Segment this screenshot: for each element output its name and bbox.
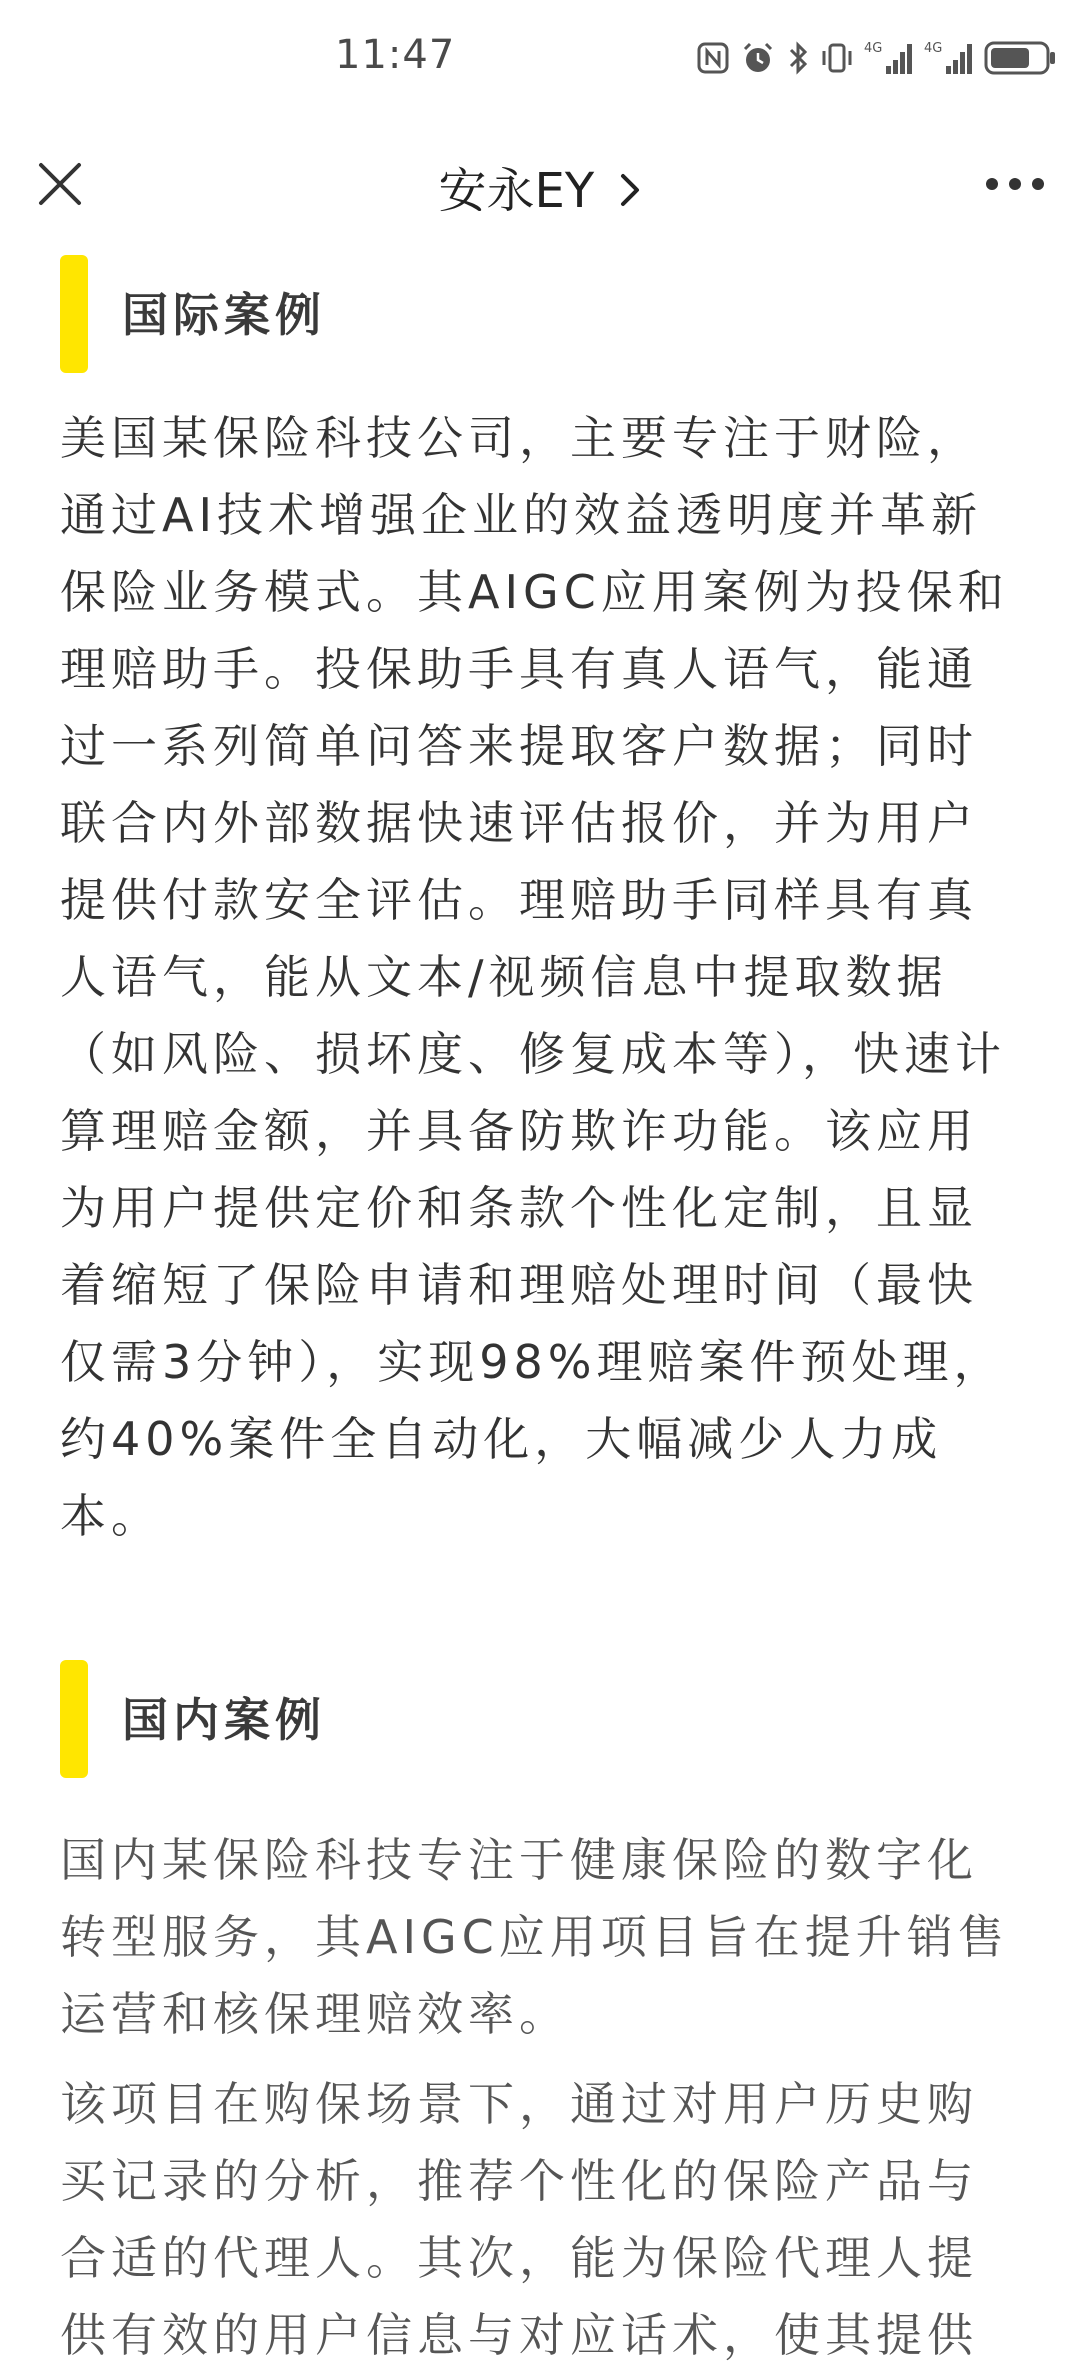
account-title: 安永EY — [438, 163, 595, 219]
more-icon — [985, 177, 1045, 191]
vibrate-icon — [820, 40, 854, 76]
status-bar — [0, 0, 1080, 120]
nfc-icon — [696, 41, 730, 75]
svg-text:4G: 4G — [924, 41, 943, 56]
signal-icon — [924, 38, 974, 78]
bluetooth-icon — [786, 40, 810, 76]
chevron-right-icon — [619, 166, 641, 222]
title-bar — [0, 130, 1080, 240]
signal-icon — [864, 38, 914, 78]
svg-text:4G: 4G — [864, 41, 883, 56]
section-header — [60, 255, 960, 373]
account-title-link[interactable] — [0, 152, 1080, 222]
section-title: 国内案例 — [122, 1693, 326, 1747]
article-paragraph: 美国某保险科技公司，主要专注于财险，通过AI技术增强企业的效益透明度并革新保险业务模式。其AIGC应用案例为投保和理赔助手。投保助手具有真人语气，能通过一系列简单问答来提取客户数据；同时联合内外部数据快速评估报价，并为用户提供付款安全评估。理赔助手同样具有真人语气，能从文本/视频信息中提取数据（如风险、损坏度、修复成本等），快速计算理赔金额，并具备防欺诈功能。该应用为用户提供定价和条款个性化定制，且显着缩短了保险申请和理赔处理时间（最快仅需3分钟），实现98%理赔案件预处理，约40%案件全自动化，大幅减少人力成本。 — [60, 411, 1009, 1543]
section-accent-bar — [60, 1660, 88, 1778]
section-header — [60, 1660, 960, 1778]
section-accent-bar — [60, 255, 88, 373]
article-paragraph: 国内某保险科技专注于健康保险的数字化转型服务，其AIGC应用项目旨在提升销售运营和核保理赔效率。 — [60, 1833, 1009, 2041]
more-button[interactable] — [980, 154, 1050, 214]
battery-icon — [984, 39, 1056, 77]
section-title: 国际案例 — [122, 288, 326, 342]
status-time: 11:47 — [335, 32, 456, 78]
alarm-icon — [740, 40, 776, 76]
status-icons — [696, 36, 1056, 80]
article-paragraph: 该项目在购保场景下，通过对用户历史购买记录的分析，推荐个性化的保险产品与合适的代理人。其次，能为保险代理人提供有效的用户信息与对应话术，使其提供 — [60, 2077, 978, 2362]
